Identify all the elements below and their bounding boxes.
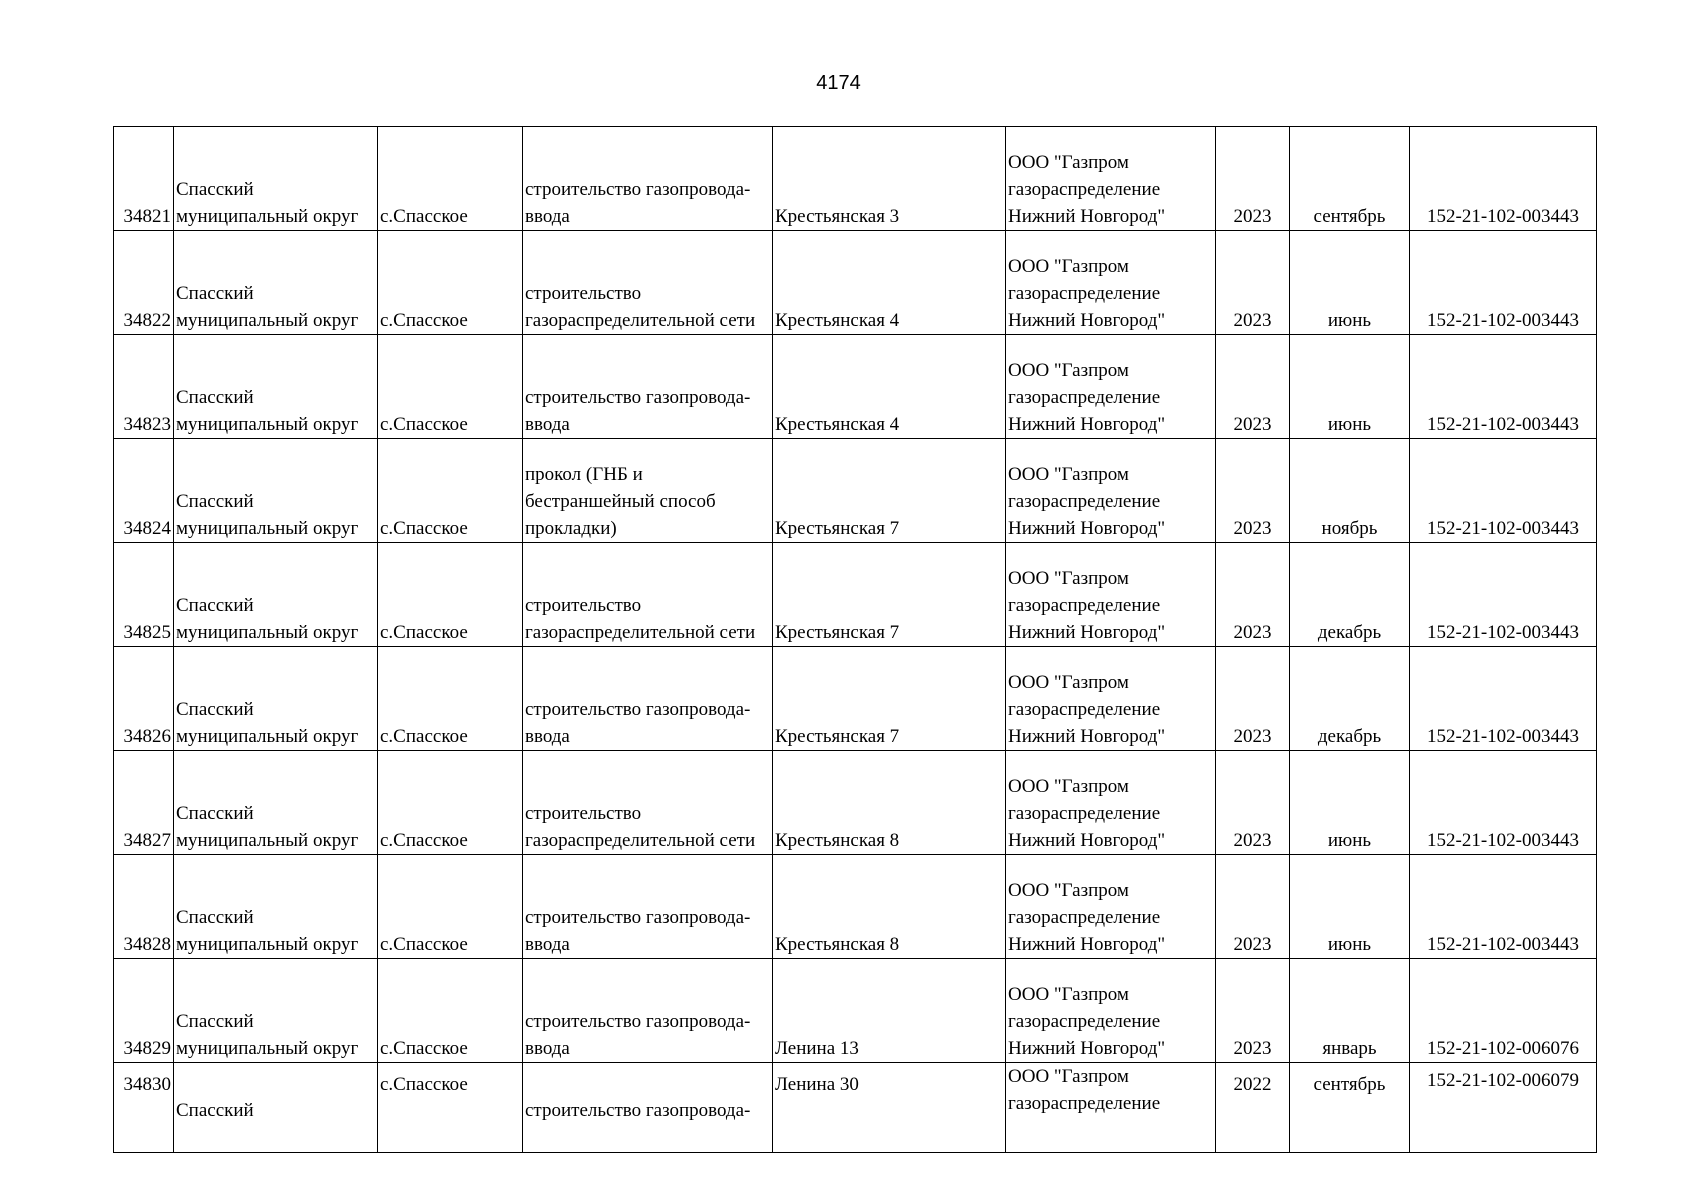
organization-cell-line: Нижний Новгород" <box>1008 934 1166 955</box>
organization-cell <box>1006 647 1216 751</box>
registry-code-cell: 152-21-102-003443 <box>1410 751 1597 855</box>
organization-cell-line: ООО "Газпром <box>1008 152 1129 173</box>
locality-cell: с.Спасское <box>378 959 523 1063</box>
organization-cell-line: ООО "Газпром <box>1008 984 1129 1005</box>
district-cell <box>174 543 378 647</box>
district-cell-line: муниципальный округ <box>176 310 359 331</box>
organization-cell-line: газораспределение <box>1008 907 1161 928</box>
registry-code-cell: 152-21-102-003443 <box>1410 231 1597 335</box>
district-cell-line: муниципальный округ <box>176 726 359 747</box>
locality-cell: с.Спасское <box>378 1063 523 1153</box>
locality-cell: с.Спасское <box>378 751 523 855</box>
registry-code-cell: 152-21-102-006076 <box>1410 959 1597 1063</box>
organization-cell-line: газораспределение <box>1008 283 1161 304</box>
work-type-cell <box>523 543 773 647</box>
organization-cell-line: газораспределение <box>1008 179 1161 200</box>
table-row <box>114 231 1597 335</box>
address-cell: Крестьянская 7 <box>773 647 1006 751</box>
district-cell <box>174 231 378 335</box>
district-cell <box>174 439 378 543</box>
work-type-cell <box>523 959 773 1063</box>
table-row <box>114 543 1597 647</box>
district-cell-line: Спасский <box>176 699 254 720</box>
organization-cell-line: ООО "Газпром <box>1008 880 1129 901</box>
organization-cell-line: Нижний Новгород" <box>1008 206 1166 227</box>
organization-cell-line: ООО "Газпром <box>1008 360 1129 381</box>
address-cell: Крестьянская 4 <box>773 335 1006 439</box>
address-cell: Крестьянская 8 <box>773 751 1006 855</box>
page-number: 4174 <box>816 72 861 94</box>
locality-cell: с.Спасское <box>378 231 523 335</box>
district-cell-line: муниципальный округ <box>176 414 359 435</box>
work-type-cell-line: строительство <box>525 803 642 824</box>
work-type-cell <box>523 335 773 439</box>
organization-cell-line: Нижний Новгород" <box>1008 1038 1166 1059</box>
district-cell <box>174 335 378 439</box>
district-cell-line: Спасский <box>176 491 254 512</box>
organization-cell-line: газораспределение <box>1008 699 1161 720</box>
organization-cell-line: Нижний Новгород" <box>1008 622 1166 643</box>
table-row <box>114 751 1597 855</box>
year-cell: 2023 <box>1216 751 1290 855</box>
organization-cell <box>1006 543 1216 647</box>
organization-cell-line: ООО "Газпром <box>1008 568 1129 589</box>
work-type-cell-line: строительство газопровода- <box>525 907 751 928</box>
district-cell-line: Спасский <box>176 387 254 408</box>
address-cell: Крестьянская 4 <box>773 231 1006 335</box>
organization-cell <box>1006 231 1216 335</box>
month-cell: июнь <box>1290 335 1410 439</box>
row-number: 34823 <box>114 335 174 439</box>
district-cell-line: Спасский <box>176 595 254 616</box>
district-cell-line: Спасский <box>176 283 254 304</box>
address-cell: Крестьянская 7 <box>773 543 1006 647</box>
locality-cell: с.Спасское <box>378 439 523 543</box>
district-cell-line: Спасский <box>176 1100 254 1121</box>
table-row <box>114 439 1597 543</box>
year-cell: 2023 <box>1216 335 1290 439</box>
district-cell <box>174 855 378 959</box>
work-type-cell <box>523 647 773 751</box>
address-cell: Ленина 13 <box>773 959 1006 1063</box>
work-type-cell <box>523 855 773 959</box>
registry-code-cell: 152-21-102-006079 <box>1410 1063 1597 1153</box>
district-cell-line: муниципальный округ <box>176 1038 359 1059</box>
organization-cell <box>1006 1063 1216 1153</box>
work-type-cell <box>523 751 773 855</box>
district-cell-line: муниципальный округ <box>176 622 359 643</box>
organization-cell-line: ООО "Газпром <box>1008 672 1129 693</box>
district-cell-line: Спасский <box>176 803 254 824</box>
month-cell: январь <box>1290 959 1410 1063</box>
organization-cell-line: Нижний Новгород" <box>1008 310 1166 331</box>
table-row <box>114 127 1597 231</box>
row-number: 34828 <box>114 855 174 959</box>
month-cell: сентябрь <box>1290 1063 1410 1153</box>
table-body <box>114 127 1597 1153</box>
organization-cell <box>1006 751 1216 855</box>
organization-cell-line: Нижний Новгород" <box>1008 830 1166 851</box>
address-cell: Ленина 30 <box>773 1063 1006 1153</box>
year-cell: 2023 <box>1216 959 1290 1063</box>
district-cell <box>174 127 378 231</box>
month-cell: декабрь <box>1290 543 1410 647</box>
organization-cell-line: ООО "Газпром <box>1008 464 1129 485</box>
district-cell-line: муниципальный округ <box>176 518 359 539</box>
organization-cell-line: ООО "Газпром <box>1008 1066 1129 1087</box>
row-number: 34825 <box>114 543 174 647</box>
district-cell-line: муниципальный округ <box>176 934 359 955</box>
row-number: 34830 <box>114 1063 174 1153</box>
table-row <box>114 647 1597 751</box>
month-cell: декабрь <box>1290 647 1410 751</box>
work-type-cell-line: ввода <box>525 414 570 435</box>
work-type-cell-line: газораспределительной сети <box>525 622 756 643</box>
table-row <box>114 959 1597 1063</box>
organization-cell-line: газораспределение <box>1008 491 1161 512</box>
organization-cell-line: газораспределение <box>1008 387 1161 408</box>
row-number: 34824 <box>114 439 174 543</box>
district-cell <box>174 959 378 1063</box>
organization-cell-line: Нижний Новгород" <box>1008 414 1166 435</box>
work-type-cell-line: строительство <box>525 595 642 616</box>
registry-code-cell: 152-21-102-003443 <box>1410 855 1597 959</box>
table-row <box>114 855 1597 959</box>
registry-code-cell: 152-21-102-003443 <box>1410 439 1597 543</box>
table-row <box>114 1063 1597 1153</box>
organization-cell <box>1006 439 1216 543</box>
address-cell: Крестьянская 8 <box>773 855 1006 959</box>
row-number: 34827 <box>114 751 174 855</box>
work-type-cell <box>523 127 773 231</box>
registry-code-cell: 152-21-102-003443 <box>1410 647 1597 751</box>
year-cell: 2023 <box>1216 647 1290 751</box>
year-cell: 2023 <box>1216 439 1290 543</box>
organization-cell <box>1006 855 1216 959</box>
work-type-cell <box>523 1063 773 1153</box>
work-type-cell-line: прокладки) <box>525 518 617 539</box>
work-type-cell-line: строительство газопровода- <box>525 387 751 408</box>
work-type-cell-line: газораспределительной сети <box>525 310 756 331</box>
work-type-cell-line: ввода <box>525 934 570 955</box>
row-number: 34829 <box>114 959 174 1063</box>
district-cell-line: Спасский <box>176 179 254 200</box>
work-type-cell <box>523 439 773 543</box>
work-type-cell-line: строительство газопровода- <box>525 1011 751 1032</box>
work-type-cell <box>523 231 773 335</box>
work-type-cell-line: ввода <box>525 726 570 747</box>
locality-cell: с.Спасское <box>378 127 523 231</box>
district-cell-line: муниципальный округ <box>176 206 359 227</box>
work-type-cell-line: строительство газопровода- <box>525 1100 751 1121</box>
gasification-table <box>113 126 1597 1153</box>
locality-cell: с.Спасское <box>378 855 523 959</box>
organization-cell <box>1006 127 1216 231</box>
work-type-cell-line: ввода <box>525 1038 570 1059</box>
organization-cell-line: Нижний Новгород" <box>1008 518 1166 539</box>
registry-code-cell: 152-21-102-003443 <box>1410 127 1597 231</box>
organization-cell-line: газораспределение <box>1008 803 1161 824</box>
registry-code-cell: 152-21-102-003443 <box>1410 335 1597 439</box>
work-type-cell-line: строительство газопровода- <box>525 179 751 200</box>
locality-cell: с.Спасское <box>378 647 523 751</box>
row-number: 34822 <box>114 231 174 335</box>
month-cell: июнь <box>1290 751 1410 855</box>
month-cell: сентябрь <box>1290 127 1410 231</box>
district-cell <box>174 1063 378 1153</box>
organization-cell <box>1006 335 1216 439</box>
work-type-cell-line: ввода <box>525 206 570 227</box>
address-cell: Крестьянская 7 <box>773 439 1006 543</box>
district-cell-line: муниципальный округ <box>176 830 359 851</box>
year-cell: 2023 <box>1216 127 1290 231</box>
row-number: 34821 <box>114 127 174 231</box>
district-cell-line: Спасский <box>176 1011 254 1032</box>
work-type-cell-line: строительство газопровода- <box>525 699 751 720</box>
organization-cell <box>1006 959 1216 1063</box>
organization-cell-line: газораспределение <box>1008 1011 1161 1032</box>
work-type-cell-line: бестраншейный способ <box>525 491 716 512</box>
district-cell <box>174 647 378 751</box>
district-cell-line: Спасский <box>176 907 254 928</box>
work-type-cell-line: строительство <box>525 283 642 304</box>
table-row <box>114 335 1597 439</box>
locality-cell: с.Спасское <box>378 335 523 439</box>
work-type-cell-line: газораспределительной сети <box>525 830 756 851</box>
row-number: 34826 <box>114 647 174 751</box>
district-cell <box>174 751 378 855</box>
year-cell: 2023 <box>1216 231 1290 335</box>
year-cell: 2023 <box>1216 855 1290 959</box>
organization-cell-line: ООО "Газпром <box>1008 256 1129 277</box>
month-cell: ноябрь <box>1290 439 1410 543</box>
month-cell: июнь <box>1290 855 1410 959</box>
organization-cell-line: ООО "Газпром <box>1008 776 1129 797</box>
month-cell: июнь <box>1290 231 1410 335</box>
year-cell: 2022 <box>1216 1063 1290 1153</box>
registry-code-cell: 152-21-102-003443 <box>1410 543 1597 647</box>
address-cell: Крестьянская 3 <box>773 127 1006 231</box>
locality-cell: с.Спасское <box>378 543 523 647</box>
year-cell: 2023 <box>1216 543 1290 647</box>
organization-cell-line: газораспределение <box>1008 1093 1161 1114</box>
organization-cell-line: газораспределение <box>1008 595 1161 616</box>
work-type-cell-line: прокол (ГНБ и <box>525 464 643 485</box>
organization-cell-line: Нижний Новгород" <box>1008 726 1166 747</box>
